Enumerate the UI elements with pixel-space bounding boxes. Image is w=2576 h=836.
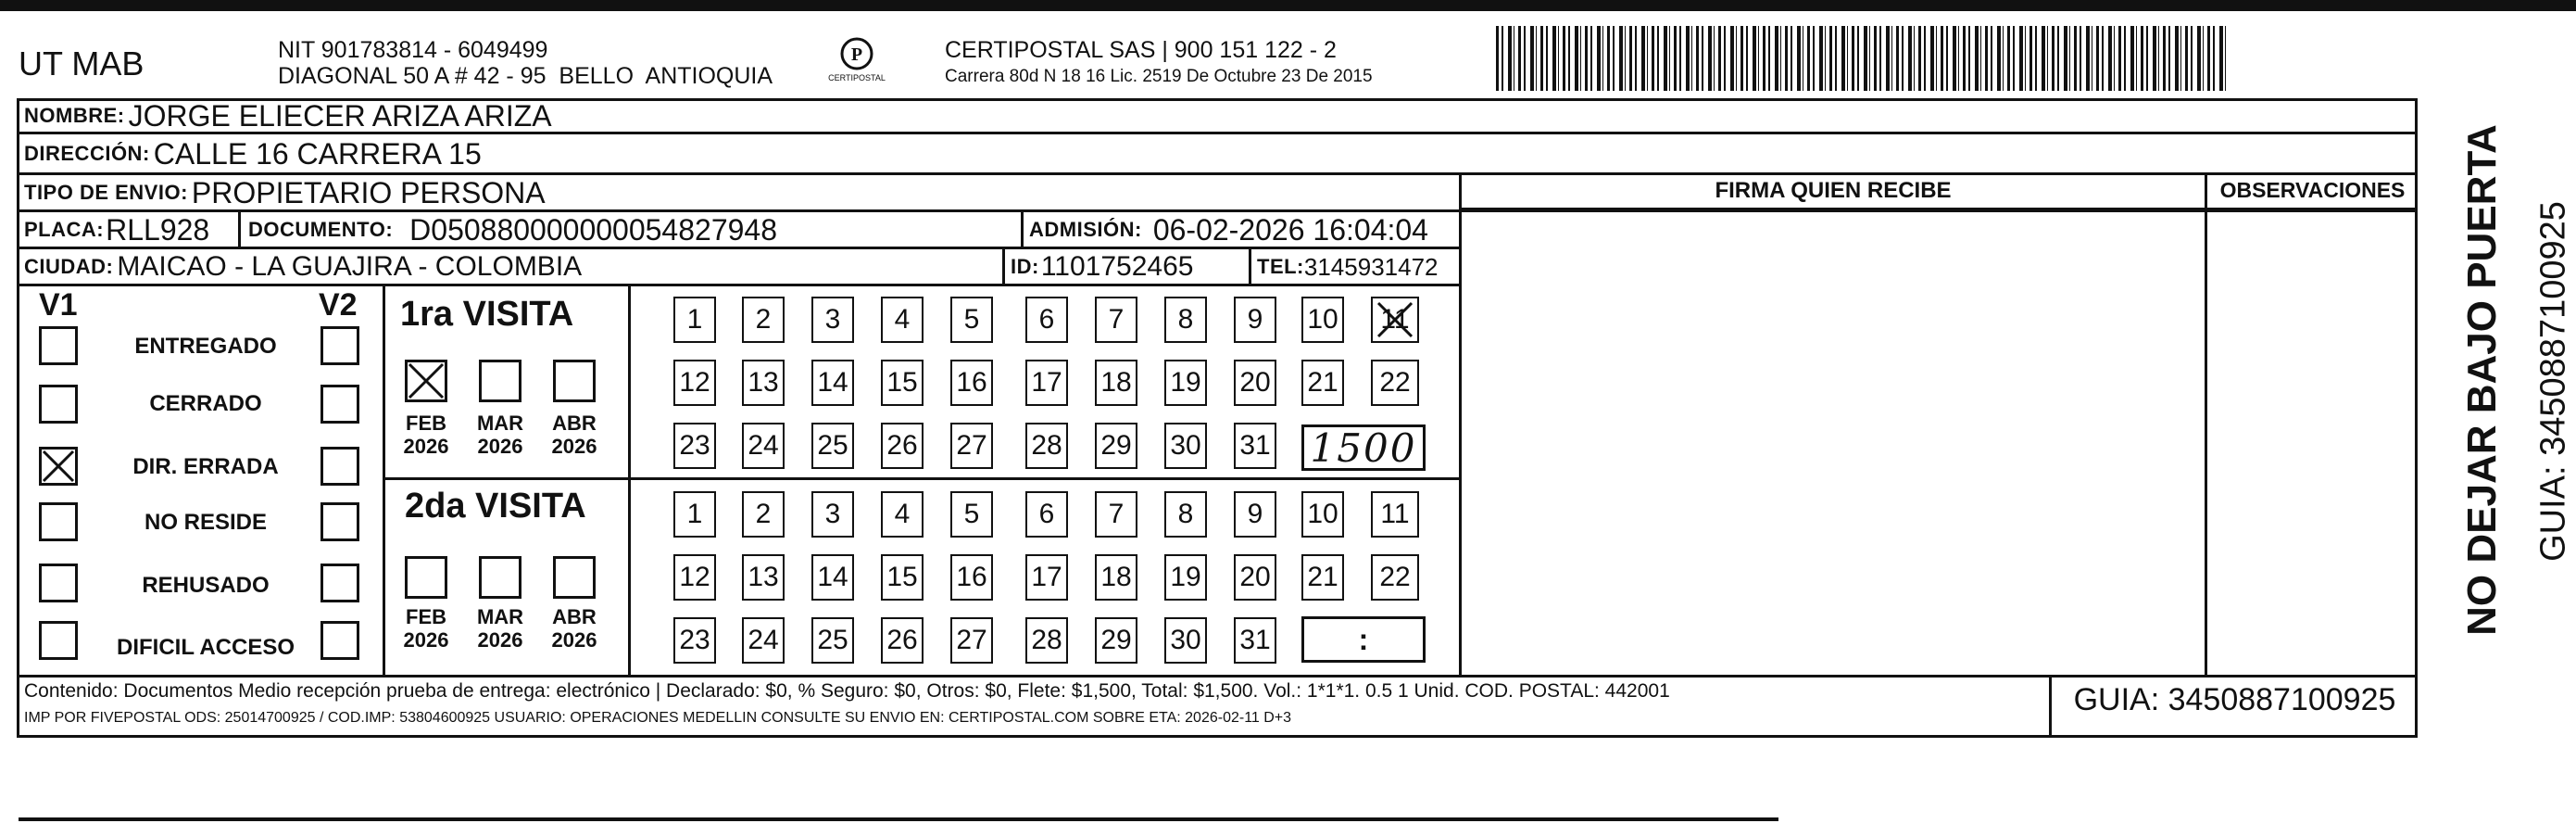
v1-entregado-checkbox[interactable] — [39, 326, 78, 365]
year: 2026 — [477, 628, 523, 652]
month: MAR — [476, 412, 524, 435]
city-value: MAICAO - LA GUAJIRA - COLOMBIA — [117, 251, 583, 282]
v1-dificil-acceso-checkbox[interactable] — [39, 621, 78, 660]
visit2-day-31[interactable]: 31 — [1234, 617, 1276, 664]
visit1-day-20[interactable]: 20 — [1234, 360, 1276, 406]
observations-header: OBSERVACIONES — [2219, 178, 2406, 202]
status-dificil-acceso: DIFICIL ACCESO — [116, 635, 295, 660]
visit1-abr-label — [542, 412, 607, 458]
city-label: CIUDAD: — [24, 255, 114, 278]
year: 2026 — [551, 435, 597, 458]
visit2-day-25[interactable]: 25 — [811, 617, 854, 664]
visit2-day-1[interactable]: 1 — [673, 491, 716, 538]
visit1-day-10[interactable]: 10 — [1301, 297, 1344, 343]
barcode — [1496, 26, 2228, 91]
visit2-time-box[interactable] — [1301, 616, 1426, 663]
v2-dir-errada-checkbox[interactable] — [320, 447, 359, 486]
top-border — [0, 0, 2576, 11]
tel-field — [1249, 248, 1459, 285]
visit2-day-5[interactable]: 5 — [950, 491, 993, 538]
visit2-day-18[interactable]: 18 — [1095, 554, 1137, 601]
city-field — [19, 248, 1002, 285]
visit2-day-20[interactable]: 20 — [1234, 554, 1276, 601]
v1-label: V1 — [39, 287, 78, 323]
visit2-day-2[interactable]: 2 — [742, 491, 785, 538]
visit1-feb-checkbox[interactable] — [405, 360, 447, 402]
visit2-time-separator: : — [1358, 622, 1369, 656]
visit2-day-16[interactable]: 16 — [950, 554, 993, 601]
tel-label: TEL: — [1257, 255, 1304, 278]
visit2-day-17[interactable]: 17 — [1025, 554, 1068, 601]
address-label: DIRECCIÓN: — [24, 142, 150, 165]
v1-dir-errada-checkbox[interactable] — [39, 447, 78, 486]
visit2-day-13[interactable]: 13 — [742, 554, 785, 601]
admission-value: 06-02-2026 16:04:04 — [1152, 212, 1428, 247]
company-name: UT MAB — [19, 44, 145, 82]
visit2-day-14[interactable]: 14 — [811, 554, 854, 601]
visit2-feb-checkbox[interactable] — [405, 556, 447, 599]
logo — [815, 35, 898, 93]
row-line — [1459, 208, 2418, 210]
doc-value: D050880000000054827948 — [409, 212, 777, 247]
month: FEB — [406, 605, 446, 628]
visit1-time-box[interactable] — [1301, 424, 1426, 471]
visit1-day-2[interactable]: 2 — [742, 297, 785, 343]
visit1-day-12[interactable]: 12 — [673, 360, 716, 406]
v2-cerrado-checkbox[interactable] — [320, 385, 359, 424]
footer-guia: GUIA: 3450887100925 — [2073, 682, 2396, 717]
year: 2026 — [403, 628, 449, 652]
visit1-day-18[interactable]: 18 — [1095, 360, 1137, 406]
logo-icon — [838, 35, 875, 72]
visit1-day-16[interactable]: 16 — [950, 360, 993, 406]
month: ABR — [552, 412, 597, 435]
doc-label: DOCUMENTO: — [248, 218, 394, 241]
signature-header: FIRMA QUIEN RECIBE — [1715, 178, 1952, 203]
year: 2026 — [551, 628, 597, 652]
visit2-day-28[interactable]: 28 — [1025, 617, 1068, 664]
logo-text: CERTIPOSTAL — [828, 73, 886, 82]
v2-entregado-checkbox[interactable] — [320, 326, 359, 365]
visit2-day-22[interactable]: 22 — [1371, 554, 1419, 601]
visit2-day-26[interactable]: 26 — [881, 617, 924, 664]
visit-divider-h — [383, 477, 1459, 480]
visit1-mar-label — [468, 412, 533, 458]
visit2-day-19[interactable]: 19 — [1164, 554, 1207, 601]
status-dir-errada: DIR. ERRADA — [132, 454, 279, 479]
plate-value: RLL928 — [106, 212, 210, 247]
v2-label: V2 — [319, 287, 358, 323]
visit1-day-30[interactable]: 30 — [1164, 423, 1207, 469]
footer-content: Contenido: Documentos Medio recepción prueba de entrega: electrónico | Declarado: $0, % Seguro: $0, Otros: $0, Flete: $1,500, Total: $1,500. Vol.: 1*1*1. 0.5 1 Unid. COD. POSTAL: 442001 — [24, 680, 1670, 702]
visit2-title: 2da VISITA — [405, 487, 586, 526]
visit1-day-15[interactable]: 15 — [881, 360, 924, 406]
visit1-day-31[interactable]: 31 — [1234, 423, 1276, 469]
visit1-day-17[interactable]: 17 — [1025, 360, 1068, 406]
visit2-day-4[interactable]: 4 — [881, 491, 924, 538]
id-label: ID: — [1011, 255, 1039, 278]
carrier: CERTIPOSTAL SAS | 900 151 122 - 2 — [945, 37, 1337, 63]
visit1-feb-label — [394, 412, 459, 458]
status-entregado: ENTREGADO — [134, 334, 277, 359]
visit1-day-22[interactable]: 22 — [1371, 360, 1419, 406]
visit2-feb-label — [394, 605, 459, 652]
plate-label: PLACA: — [24, 218, 105, 241]
visit2-mar-checkbox[interactable] — [479, 556, 521, 599]
plate-field — [19, 211, 241, 248]
type-field — [19, 174, 546, 211]
id-field — [1002, 248, 1249, 285]
visit2-day-29[interactable]: 29 — [1095, 617, 1137, 664]
visit1-day-11[interactable] — [1371, 297, 1419, 343]
visit1-day-25[interactable]: 25 — [811, 423, 854, 469]
visit2-abr-checkbox[interactable] — [553, 556, 596, 599]
v2-dificil-acceso-checkbox[interactable] — [320, 621, 359, 660]
status-no-reside: NO RESIDE — [144, 510, 268, 535]
v2-no-reside-checkbox[interactable] — [320, 502, 359, 541]
v1-rehusado-checkbox[interactable] — [39, 564, 78, 602]
day-number: 11 — [1380, 304, 1410, 335]
visit2-day-27[interactable]: 27 — [950, 617, 993, 664]
visit2-day-12[interactable]: 12 — [673, 554, 716, 601]
month: ABR — [552, 605, 597, 628]
visit1-day-29[interactable]: 29 — [1095, 423, 1137, 469]
visit1-title: 1ra VISITA — [400, 295, 574, 334]
visit2-day-23[interactable]: 23 — [673, 617, 716, 664]
visit2-day-9[interactable]: 9 — [1234, 491, 1276, 538]
visit2-abr-label — [542, 605, 607, 652]
tel-value: 3145931472 — [1303, 252, 1439, 281]
visit2-day-6[interactable]: 6 — [1025, 491, 1068, 538]
admission-label: ADMISIÓN: — [1029, 218, 1142, 241]
visit1-day-5[interactable]: 5 — [950, 297, 993, 343]
id-value: 1101752465 — [1040, 251, 1194, 282]
visit1-day-14[interactable]: 14 — [811, 360, 854, 406]
name-value: JORGE ELIECER ARIZA ARIZA — [128, 98, 552, 133]
year: 2026 — [403, 435, 449, 458]
visit2-day-3[interactable]: 3 — [811, 491, 854, 538]
visit1-day-1[interactable]: 1 — [673, 297, 716, 343]
visit1-day-19[interactable]: 19 — [1164, 360, 1207, 406]
month: FEB — [406, 412, 446, 435]
footer-imp: IMP POR FIVEPOSTAL ODS: 25014700925 / COD.IMP: 53804600925 USUARIO: OPERACIONES MEDELLIN CONSULTE SU ENVIO EN: CERTIPOSTAL.COM SOBRE ETA: 2026-02-11 D+3 — [24, 710, 1292, 726]
v1-no-reside-checkbox[interactable] — [39, 502, 78, 541]
company-address: DIAGONAL 50 A # 42 - 95 BELLO ANTIOQUIA — [278, 63, 773, 89]
visit1-day-4[interactable]: 4 — [881, 297, 924, 343]
visit2-day-30[interactable]: 30 — [1164, 617, 1207, 664]
visit1-day-27[interactable]: 27 — [950, 423, 993, 469]
col-line — [2205, 172, 2207, 675]
side-text — [2436, 124, 2573, 649]
visit-divider-v — [628, 284, 631, 675]
type-label: TIPO DE ENVIO: — [24, 181, 188, 204]
visit2-day-21[interactable]: 21 — [1301, 554, 1344, 601]
visit1-handwritten-time: 1500 — [1310, 424, 1417, 471]
name-field — [19, 98, 552, 133]
address-value: CALLE 16 CARRERA 15 — [153, 136, 482, 171]
svg-text:P: P — [850, 44, 863, 65]
type-value: PROPIETARIO PERSONA — [191, 175, 546, 209]
visit1-mar-checkbox[interactable] — [479, 360, 521, 402]
bottom-rule — [19, 817, 1778, 821]
visit2-day-15[interactable]: 15 — [881, 554, 924, 601]
visit1-day-26[interactable]: 26 — [881, 423, 924, 469]
year: 2026 — [477, 435, 523, 458]
license: Carrera 80d N 18 16 Lic. 2519 De Octubre 23 De 2015 — [945, 67, 1373, 86]
visit1-day-24[interactable]: 24 — [742, 423, 785, 469]
doc-field — [243, 211, 1021, 248]
visit2-day-24[interactable]: 24 — [742, 617, 785, 664]
visit2-day-8[interactable]: 8 — [1164, 491, 1207, 538]
visit1-day-9[interactable]: 9 — [1234, 297, 1276, 343]
address-field — [19, 134, 482, 173]
visit2-mar-label — [468, 605, 533, 652]
visit1-day-21[interactable]: 21 — [1301, 360, 1344, 406]
status-rehusado: REHUSADO — [142, 573, 270, 598]
admission-field — [1021, 211, 1459, 248]
footer-line — [17, 675, 2418, 678]
visit1-day-28[interactable]: 28 — [1025, 423, 1068, 469]
status-cerrado: CERRADO — [149, 391, 262, 416]
month: MAR — [476, 605, 524, 628]
visit2-day-7[interactable]: 7 — [1095, 491, 1137, 538]
name-label: NOMBRE: — [24, 104, 125, 127]
v2-rehusado-checkbox[interactable] — [320, 564, 359, 602]
col-line — [1459, 172, 1462, 675]
v1-cerrado-checkbox[interactable] — [39, 385, 78, 424]
side-guia: GUIA: 3450887100925 — [2533, 201, 2573, 562]
x-mark-icon — [42, 450, 75, 483]
visit1-day-8[interactable]: 8 — [1164, 297, 1207, 343]
visit1-day-7[interactable]: 7 — [1095, 297, 1137, 343]
side-main: NO DEJAR BAJO PUERTA — [2459, 124, 2505, 636]
nit: NIT 901783814 - 6049499 — [278, 37, 548, 63]
visit2-day-10[interactable]: 10 — [1301, 491, 1344, 538]
x-mark-icon — [408, 362, 445, 399]
visit1-day-23[interactable]: 23 — [673, 423, 716, 469]
visit2-day-11[interactable]: 11 — [1371, 491, 1419, 538]
visit1-day-6[interactable]: 6 — [1025, 297, 1068, 343]
visit1-day-13[interactable]: 13 — [742, 360, 785, 406]
visit1-day-3[interactable]: 3 — [811, 297, 854, 343]
visit1-abr-checkbox[interactable] — [553, 360, 596, 402]
